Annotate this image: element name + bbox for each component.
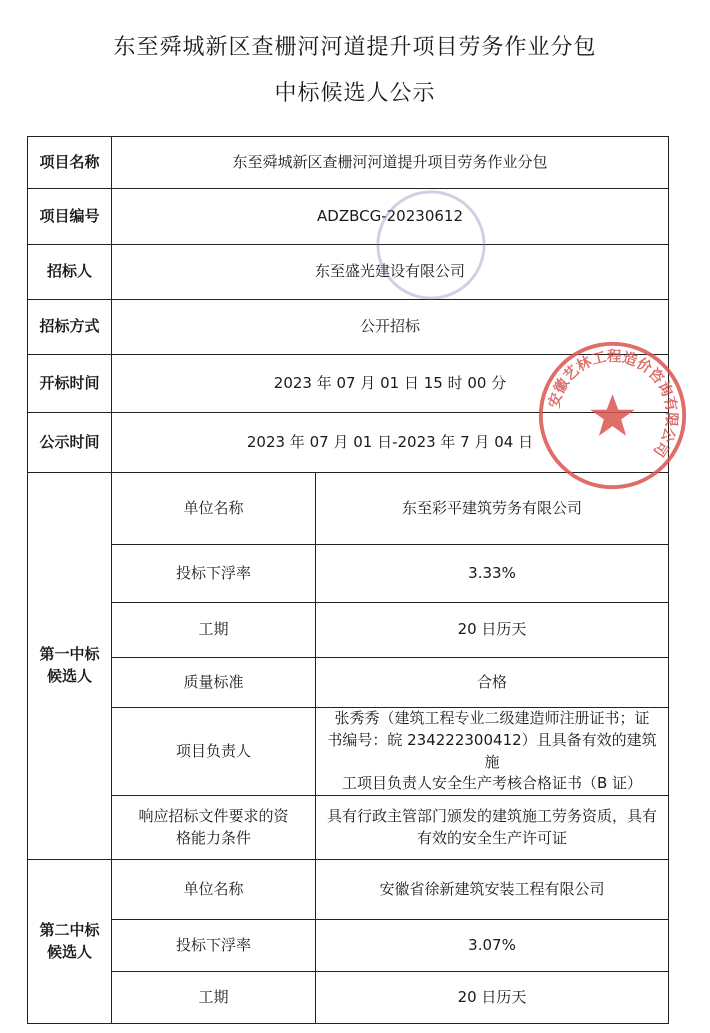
row-second-company (28, 860, 669, 920)
first-company-value: 东至彩平建筑劳务有限公司 (316, 473, 669, 545)
page-subtitle: 中标候选人公示 (274, 81, 436, 106)
second-group-line1: 第二中标 (39, 920, 100, 939)
first-manager-label: 项目负责人 (112, 708, 316, 796)
manager-line2: 书编号：皖 234222300412）且具备有效的建筑施 (327, 730, 657, 771)
manager-line3: 工项目负责人安全生产考核合格证书（B 证） (341, 774, 643, 793)
seal-text: 安徽艺林工程造价咨询有限公司 (546, 349, 680, 460)
second-period-label: 工期 (112, 972, 316, 1024)
first-group-line1: 第一中标 (39, 645, 100, 664)
open-time-value: 2023 年 07 月 01 日 15 时 00 分 (112, 355, 669, 413)
first-manager-value (316, 708, 669, 796)
second-period-value: 20 日历天 (316, 972, 669, 1024)
first-candidate-group-label (28, 473, 112, 860)
row-second-period (28, 972, 669, 1024)
bid-candidate-table (27, 136, 669, 1024)
qual-label-line1: 响应招标文件要求的资 (138, 806, 289, 825)
method-value: 公开招标 (112, 300, 669, 355)
project-name-value: 东至舜城新区查栅河河道提升项目劳务作业分包 (112, 137, 669, 189)
notice-time-value: 2023 年 07 月 01 日-2023 年 7 月 04 日 (112, 413, 669, 473)
notice-time-label: 公示时间 (28, 413, 112, 473)
row-second-rate (28, 920, 669, 972)
first-group-line2: 候选人 (46, 667, 92, 685)
first-rate-label: 投标下浮率 (112, 545, 316, 603)
second-rate-label: 投标下浮率 (112, 920, 316, 972)
manager-line1: 张秀秀（建筑工程专业二级建造师注册证书；证 (334, 709, 650, 727)
qual-label-line2: 格能力条件 (175, 828, 251, 847)
second-group-line2: 候选人 (46, 942, 92, 961)
page-title: 东至舜城新区查栅河河道提升项目劳务作业分包 (113, 35, 597, 60)
row-open-time (28, 355, 669, 413)
first-quality-label: 质量标准 (112, 658, 316, 708)
project-no-value: ADZBCG-20230612 (112, 189, 669, 245)
first-qualification-value (316, 796, 669, 860)
row-first-company (28, 473, 669, 545)
open-time-label: 开标时间 (28, 355, 112, 413)
row-method (28, 300, 669, 355)
row-first-qualification (28, 796, 669, 860)
row-project-name (28, 137, 669, 189)
project-no-label: 项目编号 (28, 189, 112, 245)
row-tenderer (28, 245, 669, 300)
row-first-period (28, 603, 669, 658)
first-qualification-label (112, 796, 316, 860)
qual-line2: 有效的安全生产许可证 (417, 828, 568, 847)
method-label: 招标方式 (28, 300, 112, 355)
second-company-value: 安徽省徐新建筑安装工程有限公司 (316, 860, 669, 920)
first-company-label: 单位名称 (112, 473, 316, 545)
qual-line1: 具有行政主管部门颁发的建筑施工劳务资质，具有 (327, 806, 658, 825)
row-first-manager (28, 708, 669, 796)
row-first-rate (28, 545, 669, 603)
first-rate-value: 3.33% (316, 545, 669, 603)
first-period-label: 工期 (112, 603, 316, 658)
second-company-label: 单位名称 (112, 860, 316, 920)
tenderer-label: 招标人 (28, 245, 112, 300)
row-first-quality (28, 658, 669, 708)
tenderer-value: 东至盛光建设有限公司 (112, 245, 669, 300)
row-notice-time (28, 413, 669, 473)
first-period-value: 20 日历天 (316, 603, 669, 658)
second-candidate-group-label (28, 860, 112, 1024)
project-name-label: 项目名称 (28, 137, 112, 189)
second-rate-value: 3.07% (316, 920, 669, 972)
row-project-no (28, 189, 669, 245)
first-quality-value: 合格 (316, 658, 669, 708)
